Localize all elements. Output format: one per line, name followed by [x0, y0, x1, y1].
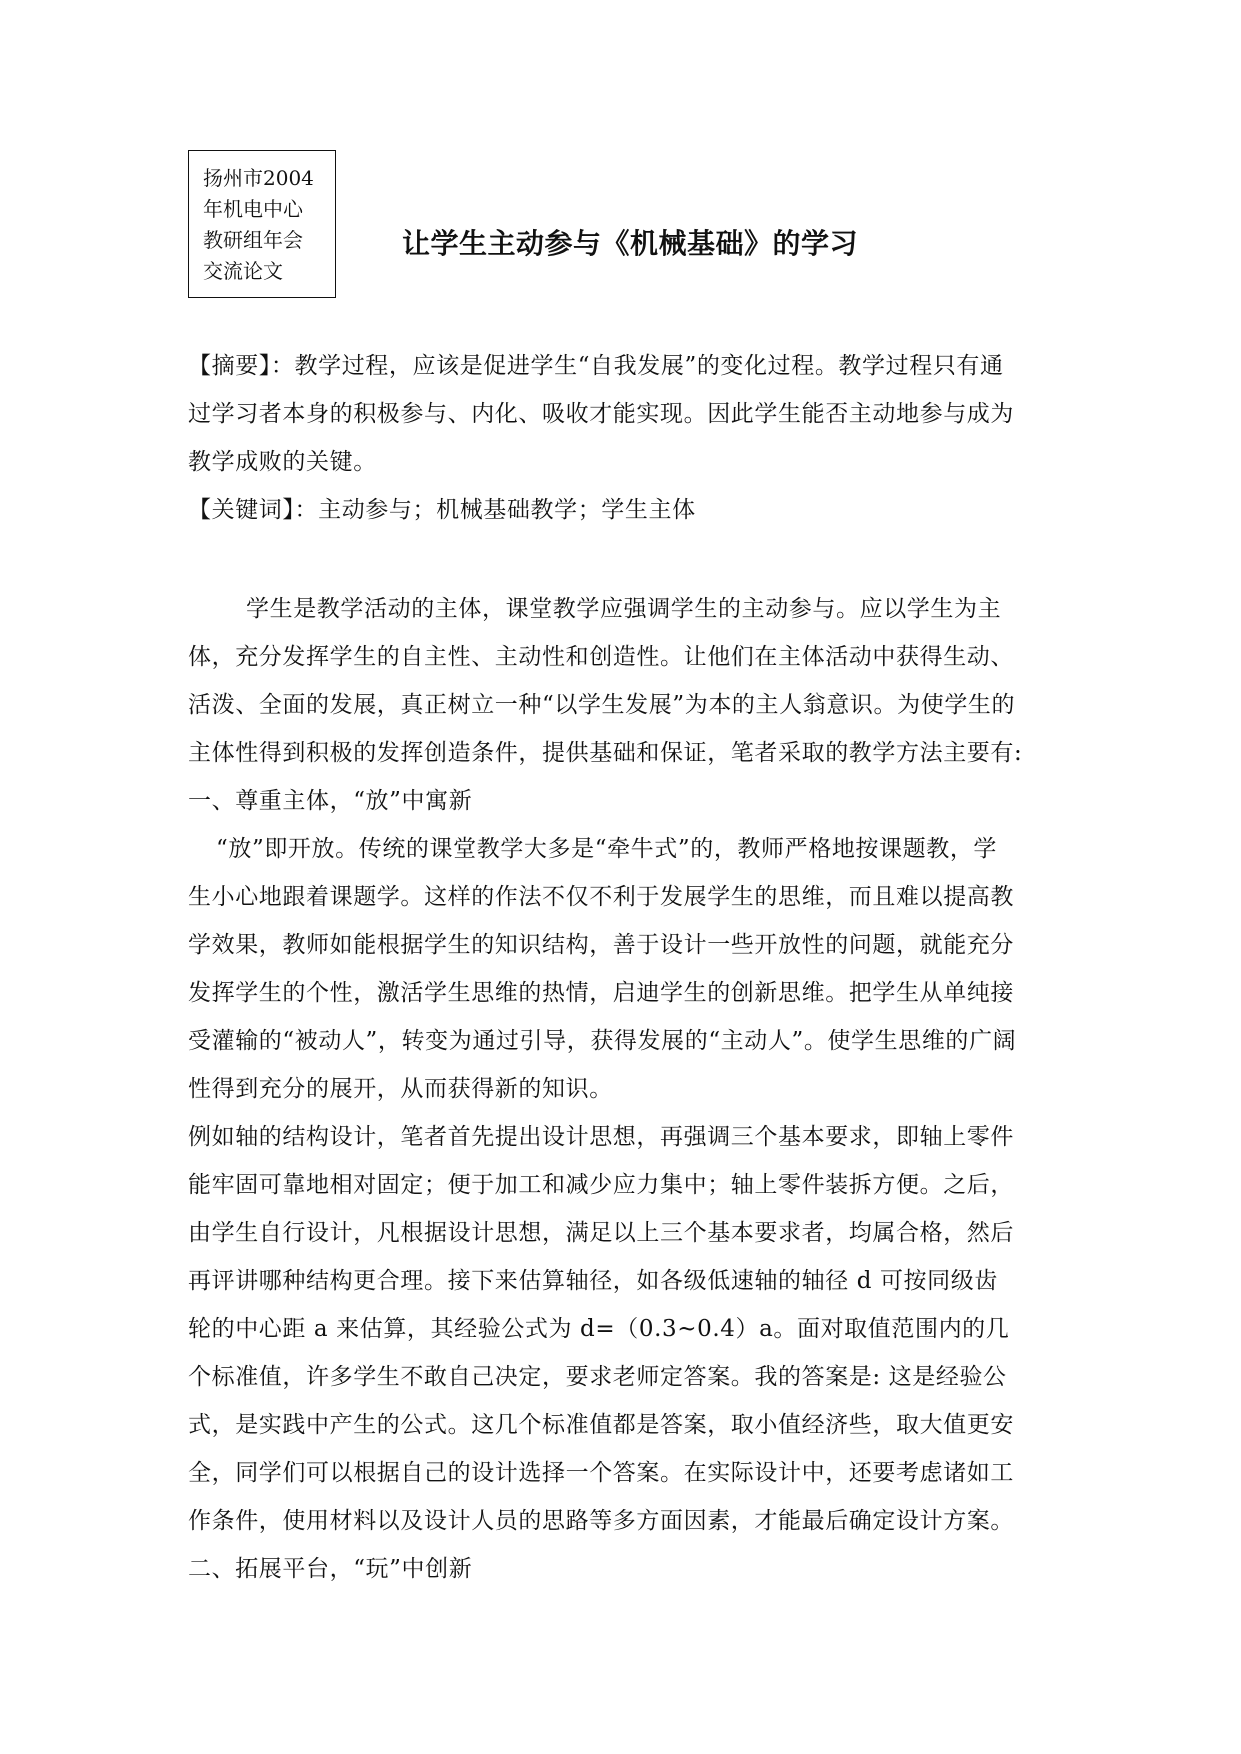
- abstract-line: 教学成败的关键。: [188, 449, 377, 475]
- document-title: 让学生主动参与《机械基础》的学习: [402, 227, 859, 260]
- stamp-line: 年机电中心: [203, 197, 303, 221]
- section1-para2-line: 例如轴的结构设计，笔者首先提出设计思想，再强调三个基本要求，即轴上零件: [188, 1124, 1014, 1150]
- abstract-line: 【摘要】：教学过程，应该是促进学生“自我发展”的变化过程。教学过程只有通: [188, 353, 1004, 379]
- intro-line: 学生是教学活动的主体，课堂教学应强调学生的主动参与。应以学生为主: [246, 596, 1002, 622]
- section-heading: 二、拓展平台，“玩”中创新: [188, 1556, 473, 1582]
- section1-para2-line: 轮的中心距 a 来估算，其经验公式为 d=（0.3~0.4）a。面对取值范围内的几: [188, 1316, 1010, 1342]
- section1-para2-line: 由学生自行设计，凡根据设计思想，满足以上三个基本要求者，均属合格，然后: [188, 1220, 1014, 1246]
- section1-para2-line: 个标准值，许多学生不敢自己决定，要求老师定答案。我的答案是: 这是经验公: [188, 1364, 1007, 1390]
- section1-para1-line: 学效果，教师如能根据学生的知识结构，善于设计一些开放性的问题，就能充分: [188, 932, 1014, 958]
- abstract-line: 过学习者本身的积极参与、内化、吸收才能实现。因此学生能否主动地参与成为: [188, 401, 1014, 427]
- section1-para2-line: 再评讲哪种结构更合理。接下来估算轴径，如各级低速轴的轴径 d 可按同级齿: [188, 1268, 998, 1294]
- abstract: [188, 342, 1058, 534]
- section1-para1-line: 性得到充分的展开，从而获得新的知识。: [188, 1076, 613, 1102]
- intro-line: 活泼、全面的发展，真正树立一种“以学生发展”为本的主人翁意识。为使学生的: [188, 692, 1016, 718]
- section1-para2-line: 能牢固可靠地相对固定；便于加工和减少应力集中；轴上零件装拆方便。之后，: [188, 1172, 1014, 1198]
- conference-stamp-box: [188, 150, 336, 298]
- section1-para1-line: 受灌输的“被动人”，转变为通过引导，获得发展的“主动人”。使学生思维的广阔: [188, 1028, 1017, 1054]
- intro-paragraph: [188, 585, 1058, 1593]
- section1-para2-line: 式，是实践中产生的公式。这几个标准值都是答案，取小值经济些，取大值更安: [188, 1412, 1014, 1438]
- section1-para1-line: “放”即开放。传统的课堂教学大多是“牵牛式”的，教师严格地按课题教，学: [216, 836, 998, 862]
- keywords: 【关键词】：主动参与；机械基础教学；学生主体: [188, 497, 696, 523]
- section-heading: 一、尊重主体，“放”中寓新: [188, 788, 473, 814]
- stamp-line: 交流论文: [203, 259, 283, 283]
- intro-line: 体，充分发挥学生的自主性、主动性和创造性。让他们在主体活动中获得生动、: [188, 644, 1014, 670]
- intro-line: 主体性得到积极的发挥创造条件，提供基础和保证，笔者采取的教学方法主要有:: [188, 740, 1023, 766]
- section1-para1-line: 发挥学生的个性，激活学生思维的热情，启迪学生的创新思维。把学生从单纯接: [188, 980, 1014, 1006]
- section1-para2-line: 作条件，使用材料以及设计人员的思路等多方面因素，才能最后确定设计方案。: [188, 1508, 1014, 1534]
- stamp-line: 扬州市2004: [203, 166, 314, 190]
- section1-para1-line: 生小心地跟着课题学。这样的作法不仅不利于发展学生的思维，而且难以提高教: [188, 884, 1014, 910]
- section1-para2-line: 全，同学们可以根据自己的设计选择一个答案。在实际设计中，还要考虑诸如工: [188, 1460, 1014, 1486]
- stamp-line: 教研组年会: [203, 228, 303, 252]
